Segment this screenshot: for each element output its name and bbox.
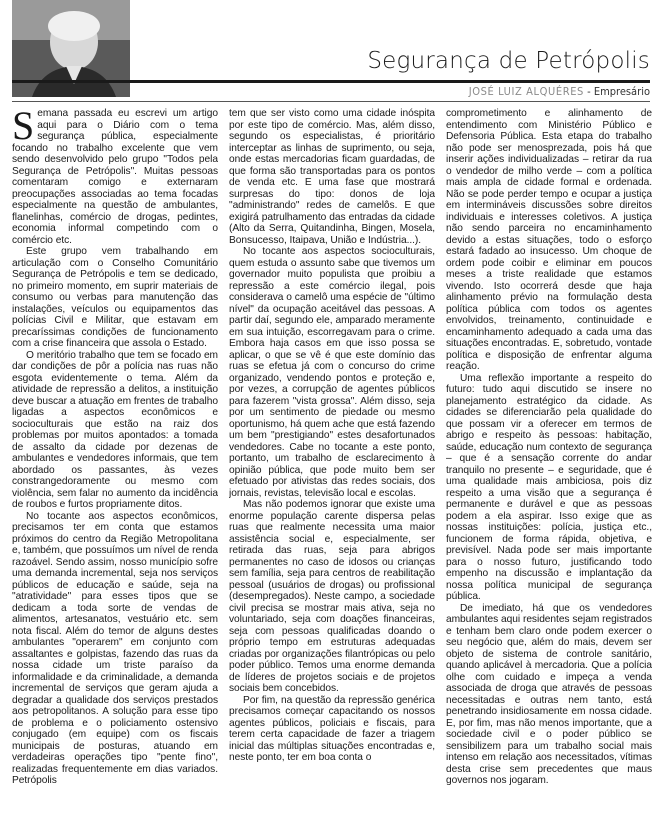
- paragraph-text: emana passada eu escrevi um artigo aqui para o Diário com o tema segurança pública, especialmente focando no trabalho excelente que vem sendo desenvolvido pelo grupo "Todos pela Segurança de Petrópolis". Muitas pessoas comentaram comigo e externaram preocupações associadas ao tema focadas especialmente na questão de ambulantes, flanelinhas, comércio de drogas, pedintes, economia informal competindo com o comércio etc.: [12, 108, 218, 246]
- drop-cap: S: [12, 108, 35, 148]
- article-body: [12, 108, 652, 816]
- paragraph: Este grupo vem trabalhando em articulação com o Conselho Comunitário Segurança de Petrópolis e tem se dedicado, no primeiro momento, em suprir materiais de consumo ou verbas para manutenção das instalações, veículos ou equipamentos das polícias Civil e Militar, que estavam em precaríssimas condições de funcionamento com a crise financeira que assola o Estado.: [12, 246, 218, 349]
- author-role: Empresário: [593, 85, 650, 98]
- paragraph: No tocante aos aspectos econômicos, precisamos ter em conta que estamos próximos do centro da Região Metropolitana e, também, que possuímos um nível de renda razoável. Sendo assim, nosso município sofre uma demanda incremental, seja nos serviços públicos de educação e saúde, seja na "atratividade" para esses tipos que se dedicam a toda sorte de vendas de alimentos, artesanatos, vestuário etc. sem nota fiscal. Além do temor de alguns destes ambulantes "operarem" em conjunto com assaltantes e golpistas, fazendo das ruas da nossa cidade um triste paraíso da informalidade e da criminalidade, a demanda incremental de serviços que geram ajuda a degradar a qualidade dos serviços prestados aos petropolitanos. A solução para esse tipo de problema e o policiamento ostensivo conjugado (em equipe) com os fiscais municipais de posturas, atuando em verdadeiras operações tipo "pente fino", realizadas frequentemente em dias variados. Petrópolis: [12, 510, 218, 786]
- title-rule: [12, 80, 650, 83]
- column-2: [229, 108, 435, 816]
- article-header: [0, 0, 668, 104]
- paragraph: Uma reflexão importante a respeito do futuro: tudo aqui discutido se insere no planejamento estratégico da cidade. As cidades se diferenciarão pela qualidade do que possam vir a oferecer em termos de abrigo e respeito às pessoas: habitação, saúde, educação num contexto de segurança – que é a sensação corrente do andar tranquilo no presente – e seguridade, que é uma qualidade mais ambiciosa, pois diz respeito a uma visão que a segurança é permanente e durável e que as pessoas podem a ela aspirar. Isso exige que as nossas instituições: polícia, justiça etc., funcionem de forma rápida, objetiva, e previsível. Nada pode ser mais importante para o nosso futuro, justificando todo empenho na discussão e implantação da nossa política municipal de segurança pública.: [446, 372, 652, 602]
- paragraph: De imediato, há que os vendedores ambulantes aqui residentes sejam registrados e tenham bem claro onde podem exercer o seu negócio que, além do mais, devem ser objeto de sistema de controle sanitário, quando aplicável à mercadoria. Que a polícia olhe com cuidado e impeça a venda associada de droga que através de pessoas necessitadas e outras nem tanto, está penetrando insidiosamente em nossa cidade. E, por fim, mas não menos importante, que a sociedade civil e o poder público se sensibilizem para um trabalho social mais intenso em relação aos necessitados, vítimas desta crise sem precedentes que maus governos nos jogaram.: [446, 602, 652, 786]
- paragraph: Mas não podemos ignorar que existe uma enorme população carente dispersa pelas ruas que realmente necessita uma maior assistência social e, especialmente, ser retirada das ruas, seja para abrigos permanentes no caso de idosos ou crianças sem família, seja para centros de reabilitação pessoal (usuários de drogas) ou profissional (desempregados). Neste campo, a sociedade civil precisa se mostrar mais ativa, seja no voluntariado, seja com doações financeiras, seja com pessoas qualificadas doando o próprio tempo em estruturas adequadas criadas por organizações filantrópicas ou pelo poder público. Temos uma enorme demanda de líderes de projetos sociais e de projetos sociais bem concebidos.: [229, 499, 435, 694]
- paragraph: Por fim, na questão da repressão genérica precisamos começar capacitando os nossos agentes públicos, policiais e fiscais, para terem certa capacidade de fazer a triagem inicial das múltiplas situações encontradas e, neste ponto, ter em boa conta o: [229, 694, 435, 763]
- paragraph: comprometimento e alinhamento de entendimento com Ministério Público e Defensoria Pública. Esta etapa do trabalho não pode ser menosprezada, pois há que inserir ações individualizadas – retirar da rua o vendedor de milho verde – com a política mais ampla de cidade formal e ordenada. Não se pode perder tempo e ocupar a justiça em intermináveis discussões sobre direitos individuais e interesses coletivos. A justiça não sendo parceira no encaminhamento devido a estas situações, todo o esforço estará fadado ao insucesso. Um choque de ordem pode coibir e eliminar em poucos meses a triste realidade que estamos vivendo. Isto ocorrerá desde que haja alinhamento prévio na formulação desta política pública com todos os agentes envolvidos, treinamento, continuidade e encaminhamento adequado a cada uma das situações encontradas. E, sobretudo, vontade política e disposição de enfrentar alguma reação.: [446, 108, 652, 372]
- column-1: [12, 108, 218, 816]
- paragraph: [12, 108, 218, 246]
- byline-rule: [12, 101, 650, 102]
- byline-separator: -: [583, 85, 594, 98]
- column-3: [446, 108, 652, 816]
- paragraph: tem que ser visto como uma cidade inóspita por este tipo de comércio. Mas, além disso, segundo os especialistas, é prioritário interceptar as linhas de suprimento, ou seja, onde estas mercadorias ficam guardadas, de que forma são transportadas para os pontos de venda etc. E uma fase que mostrará surpresas do tipo: donos de loja "administrando" redes de camelôs. E que exigirá patrulhamento das entradas da cidade (Alto da Serra, Quitandinha, Bingen, Mosela, Bonsucesso, Itaipava, União e Indústria...).: [229, 108, 435, 246]
- author-name: JOSÉ LUIZ ALQUÉRES: [468, 85, 584, 98]
- paragraph: No tocante aos aspectos socioculturais, quem estuda o assunto sabe que tivemos um governador muito populista que proibiu a repressão a este comércio ilegal, pois considerava o camelô uma espécie de "último nível" da ocupação aceitável das pessoas. A partir daí, segundo ele, amparado meramente em sua intuição, escorregavam para o crime. Embora haja casos em que isso possa se aplicar, o que se vê é que este domínio das ruas se efetua já com o concurso do crime organizado, vendendo pontos e proteção e, por vezes, a corrupção de agentes públicos para fazerem "vista grossa". Além disso, seja por um sentimento de piedade ou mesmo oportunismo, há quem ache que está fazendo um bem "prestigiando" estes desafortunados vendedores. Cabe no tocante a este ponto, portanto, um trabalho de esclarecimento à opinião pública, que pode muito bem ser efetuado por ativistas das redes sociais, dos jornais, revistas, televisão local e escolas.: [229, 246, 435, 499]
- paragraph: O meritório trabalho que tem se focado em dar condições de pôr a polícia nas ruas não esgota evidentemente o tema. Além da atividade de repressão a delitos, a instituição deve buscar a atuação em frentes de trabalho ligadas a aspectos econômicos e socioculturais que estão na raiz dos problemas por muitos apontados: a tomada de assalto da cidade por dezenas de ambulantes e vendedores informais, que tem abordado os passantes, às vezes constrangedoramente ou mesmo com violência, sem falar no aumento da incidência de roubos e furtos propriamente ditos.: [12, 349, 218, 510]
- article-title: Segurança de Petrópolis: [367, 48, 650, 74]
- byline: [469, 85, 650, 98]
